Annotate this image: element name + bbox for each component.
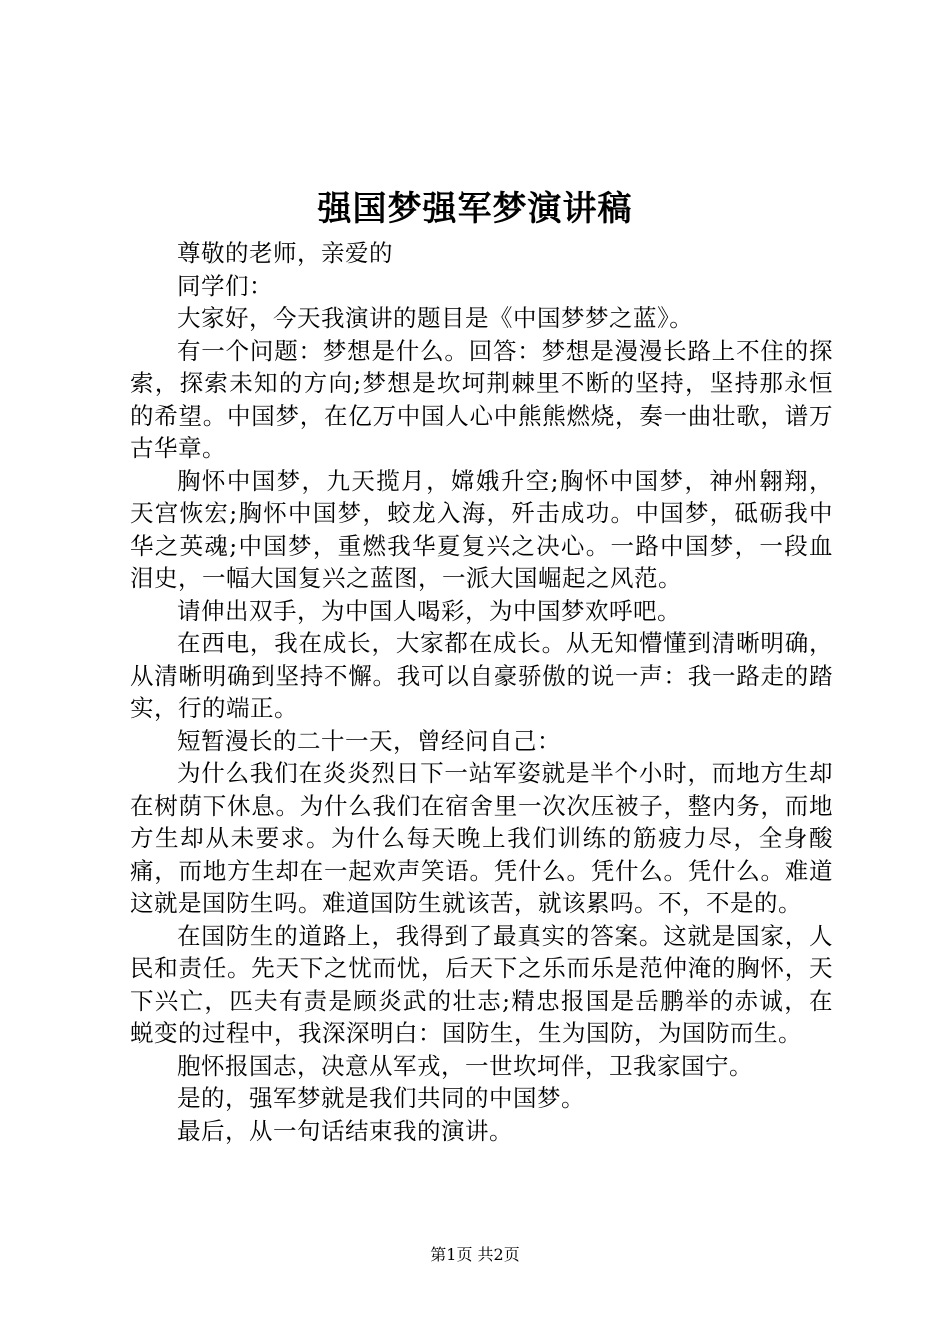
paragraph: 尊敬的老师，亲爱的	[177, 239, 393, 267]
document-body	[130, 237, 833, 1147]
document-title: 强国梦强军梦演讲稿	[317, 189, 633, 229]
paragraph: 胸怀中国梦，九天揽月，嫦娥升空;胸怀中国梦，神州翱翔，天宫恢宏;胸怀中国梦，蛟龙入海，歼击成功。中国梦，砥砺我中华之英魂;中国梦，重燃我华夏复兴之决心。一路中国梦，一段血泪史，一幅大国复兴之蓝图，一派大国崛起之风范。	[130, 466, 833, 592]
paragraph: 在西电，我在成长，大家都在成长。从无知懵懂到清晰明确，从清晰明确到坚持不懈。我可以自豪骄傲的说一声：我一路走的踏实，行的端正。	[130, 629, 833, 722]
paragraph: 有一个问题：梦想是什么。回答：梦想是漫漫长路上不住的探索，探索未知的方向;梦想是坎坷荆棘里不断的坚持，坚持那永恒的希望。中国梦，在亿万中国人心中熊熊燃烧，奏一曲壮歌，谱万古华章。	[130, 336, 833, 462]
paragraph: 为什么我们在炎炎烈日下一站军姿就是半个小时，而地方生却在树荫下休息。为什么我们在宿舍里一次次压被子，整内务，而地方生却从未要求。为什么每天晚上我们训练的筋疲力尽，全身酸痛，而地方生却在一起欢声笑语。凭什么。凭什么。凭什么。难道这就是国防生吗。难道国防生就该苦，就该累吗。不，不是的。	[130, 759, 833, 917]
paragraph: 同学们：	[177, 271, 273, 300]
paragraph: 是的，强军梦就是我们共同的中国梦。	[177, 1084, 585, 1112]
paragraph: 短暂漫长的二十一天，曾经问自己：	[177, 726, 561, 755]
paragraph: 请伸出双手，为中国人喝彩，为中国梦欢呼吧。	[177, 596, 681, 625]
paragraph: 在国防生的道路上，我得到了最真实的答案。这就是国家，人民和责任。先天下之忧而忧，后天下之乐而乐是范仲淹的胸怀，天下兴亡，匹夫有责是顾炎武的壮志;精忠报国是岳鹏举的赤诚，在蜕变的过程中，我深深明白：国防生，生为国防，为国防而生。	[130, 921, 833, 1047]
page-footer: 第1页 共2页	[430, 1245, 520, 1264]
paragraph: 最后，从一句话结束我的演讲。	[177, 1116, 513, 1145]
paragraph: 胞怀报国志，决意从军戎，一世坎坷伴，卫我家国宁。	[177, 1051, 753, 1080]
paragraph: 大家好，今天我演讲的题目是《中国梦梦之蓝》。	[177, 304, 694, 332]
